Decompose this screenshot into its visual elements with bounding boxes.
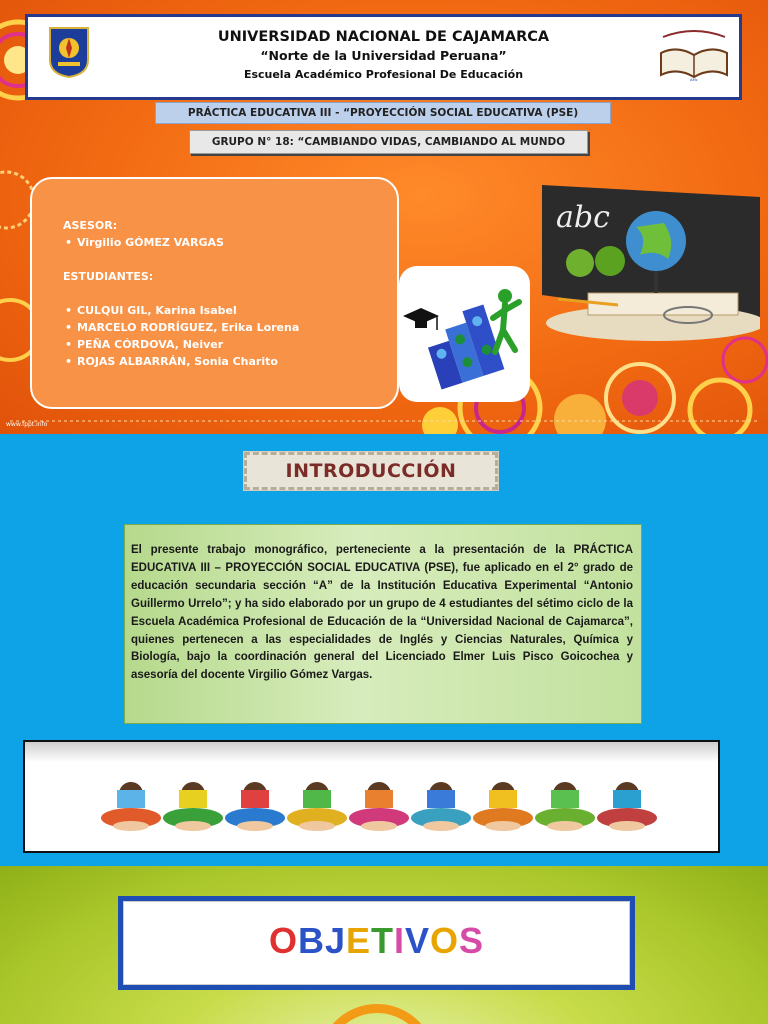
kid-hands [237,821,273,831]
student-item [65,321,299,334]
university-header [25,14,742,100]
cover-slide [0,0,768,434]
grupo-banner: GRUPO N° 18: “CAMBIANDO VIDAS, CAMBIANDO AL MUNDO [189,130,588,154]
kid-hands [175,821,211,831]
bullet: • [65,304,73,317]
objectives-title-frame [118,896,635,990]
kid-hands [299,821,335,831]
asesor-label: ASESOR: [63,219,118,232]
intro-text-box [124,524,642,724]
watermark: www.fppt.info [6,421,48,428]
book [365,790,393,808]
student-name: CULQUI GIL, Karina Isabel [77,304,237,317]
student-name: MARCELO RODRÍGUEZ, Erika Lorena [77,321,300,334]
team-box [30,177,399,409]
asesor-item [65,236,224,249]
svg-text:abc: abc [556,200,610,235]
objectives-title [124,902,629,980]
title-letter: I [394,920,406,961]
objectives-slide [0,866,768,1024]
asesor-name: Virgilio GÓMEZ VARGAS [77,236,224,249]
book [427,790,455,808]
book [613,790,641,808]
title-letter: T [371,920,394,961]
student-item [65,355,278,368]
student-item [65,338,223,351]
bullet: • [65,355,73,368]
bullet: • [65,321,73,334]
svg-text:ᴬᴹᶜ: ᴬᴹᶜ [689,78,699,85]
introduction-slide [0,434,768,866]
estudiantes-label: ESTUDIANTES: [63,270,154,283]
title-letter: B [297,920,325,961]
kids-with-books-image [25,742,718,851]
kid-hands [361,821,397,831]
intro-paragraph: El presente trabajo monográfico, perteneciente a la presentación de la PRÁCTICA EDUCATIVA III – PROYECCIÓN SOCIAL EDUCATIVA (PSE), fue aplicado en el 2° grado de educación secundaria sección “A” de la Institución Educativa Experimental “Antonio Guillermo Urrelo”; y ha sido elaborado por un grupo de 4 estudiantes del sétimo ciclo de la Escuela Académica Profesional de Educación de la “Universidad Nacional de Cajamarca”, quienes pertenecen a las especialidades de Inglés y Ciencias Naturales, Química y Biología, bajo la coordinación general del Licenciado Elmer Luis Pisco Goicochea y asesoría del docente Virgilio Gómez Vargas. [131,544,633,682]
book [303,790,331,808]
book [117,790,145,808]
title-letter: J [324,920,346,961]
puzzle-graduate-illustration [399,266,530,402]
kid-hands [485,821,521,831]
kid-hands [113,821,149,831]
intro-title-box [244,452,498,490]
book [551,790,579,808]
student-name: ROJAS ALBARRÁN, Sonia Charito [77,355,278,368]
book [489,790,517,808]
education-faculty-logo-icon [655,23,733,85]
practica-banner: PRÁCTICA EDUCATIVA III - “PROYECCIÓN SOCIAL EDUCATIVA (PSE) [155,102,611,124]
title-letter: S [459,920,485,961]
bullet: • [65,236,73,249]
objectives-title-inner [123,901,630,985]
kid-hands [609,821,645,831]
title-letter: E [345,920,371,961]
student-item [65,304,237,317]
university-motto: “Norte de la Universidad Peruana” [260,48,507,63]
school-name: Escuela Académico Profesional De Educación [243,68,524,81]
university-title: UNIVERSIDAD NACIONAL DE CAJAMARCA [217,29,550,45]
intro-title: INTRODUCCIÓN [285,460,457,482]
book [179,790,207,808]
kid-hands [423,821,459,831]
title-letter: V [405,920,431,961]
bullet: • [65,338,73,351]
kids-reading-photo [23,740,720,853]
title-letter: O [430,920,460,961]
kid-hands [547,821,583,831]
puzzle-stairs-icon [399,266,530,402]
book [241,790,269,808]
student-name: PEÑA CÓRDOVA, Neiver [77,338,224,351]
orange-ring-decoration [318,1004,436,1024]
school-supplies-photo [528,175,760,343]
title-letter: O [268,920,298,961]
